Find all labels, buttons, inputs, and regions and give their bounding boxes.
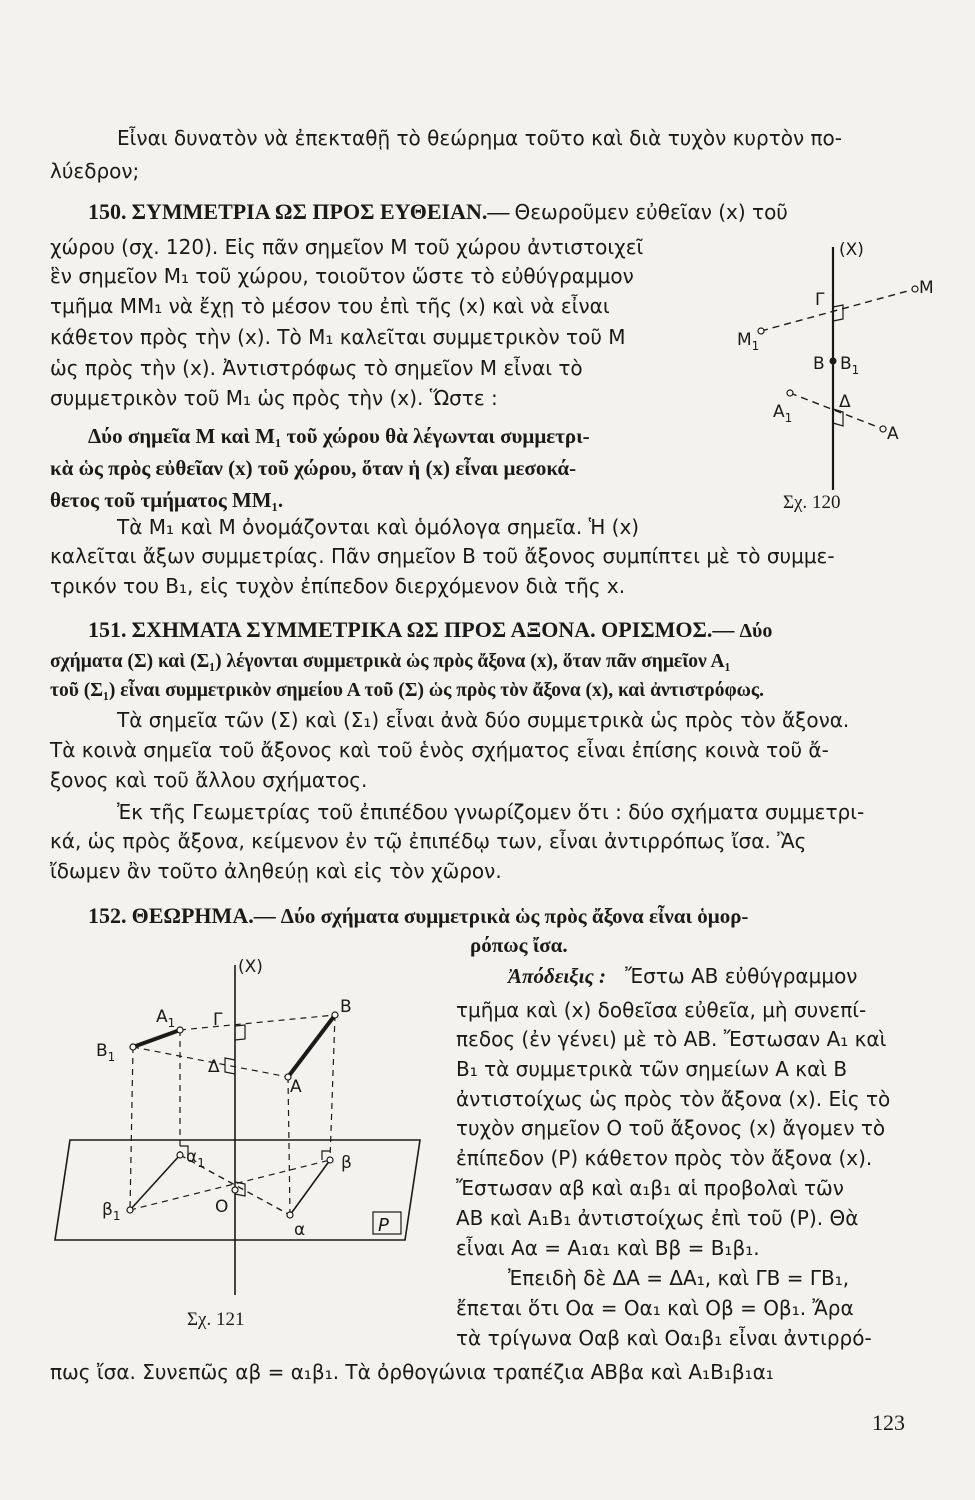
label-b: B: [340, 997, 352, 1017]
label-o: O: [215, 1197, 229, 1217]
body-line: ἓν σημεῖον Μ₁ τοῦ χώρου, τοιοῦτον ὥστε τὸ εὐθύγραμμον: [50, 264, 634, 288]
theorem-statement: ρόπως ἴσα.: [470, 933, 568, 957]
point-beta: [327, 1157, 333, 1163]
label-b: B: [813, 354, 825, 374]
section-number: 150.: [88, 199, 127, 224]
body-line: ἔπεται ὅτι Οα = Οα₁ καὶ Οβ = Οβ₁. Ἄρα: [456, 1296, 854, 1320]
label-m1: $M_1$: [737, 330, 760, 353]
section-title: ΣΧΗΜΑΤΑ ΣΥΜΜΕΤΡΙΚΑ ΩΣ ΠΡΟΣ ΑΞΟΝΑ. ΟΡΙΣΜΟΣ.—: [131, 617, 735, 642]
point-b: [332, 1012, 338, 1018]
point-m1: [758, 328, 764, 334]
figure-121-caption: Σχ. 121: [187, 1309, 245, 1330]
section-151-heading: [88, 616, 772, 645]
figure-121-drawing: [50, 950, 440, 1310]
section-152-heading: [88, 902, 748, 930]
body-line: πως ἴσα. Συνεπῶς αβ = α₁β₁. Τὰ ὀρθογώνια τραπέζια ΑΒβα καὶ Α₁Β₁β₁α₁: [50, 1360, 774, 1384]
body-line: συμμετρικὸν τοῦ Μ₁ ὡς πρὸς τὴν (x). Ὥστε :: [50, 386, 498, 410]
label-a: A: [290, 1077, 302, 1097]
point-alpha1: [177, 1152, 183, 1158]
body-line: Τὰ Μ₁ καὶ Μ ὀνομάζονται καὶ ὁμόλογα σημεῖα. Ἡ (x): [117, 515, 640, 539]
figure-120-drawing: [735, 235, 934, 520]
point-o: [232, 1187, 238, 1193]
body-line: Ἔστωσαν αβ καὶ α₁β₁ αἱ προβολαὶ τῶν: [456, 1176, 844, 1200]
page-number: 123: [872, 1410, 905, 1435]
point-a1: [787, 390, 793, 396]
theorem-statement: Δύο σχήματα συμμετρικὰ ὡς πρὸς ἄξονα εἶναι ὁμορ-: [280, 904, 749, 928]
segment-mm1: [761, 289, 915, 331]
intro-line: Εἶναι δυνατὸν νὰ ἐπεκταθῇ τὸ θεώρημα τοῦτο καὶ διὰ τυχὸν κυρτὸν πο-: [117, 126, 842, 150]
label-axis-x: (X): [238, 957, 263, 977]
section-number: 152.: [88, 903, 127, 928]
point-a1: [177, 1027, 183, 1033]
point-a: [880, 426, 886, 432]
point-m: [912, 286, 918, 292]
label-alpha1: $\alpha_1$: [186, 1147, 205, 1170]
section-150-heading: [88, 198, 788, 226]
definition-line: κὰ ὡς πρὸς εὐθεῖαν (x) τοῦ χώρου, ὅταν ἡ (x) εἶναι μεσοκά-: [50, 456, 577, 480]
section-title-tail: Θεωροῦμεν εὐθεῖαν (x) τοῦ: [514, 200, 788, 224]
section-number: 151.: [88, 617, 127, 642]
body-line: τρικόν του Β₁, εἰς τυχὸν ἐπίπεδον διερχόμενον διὰ τῆς x.: [50, 574, 626, 598]
body-line: ἴδωμεν ἂν τοῦτο ἀληθεύῃ καὶ εἰς τὸν χῶρον.: [50, 859, 502, 883]
figure-120-caption: Σχ. 120: [783, 492, 841, 513]
body-line: τμῆμα ΜΜ₁ νὰ ἔχῃ τὸ μέσον του ἐπὶ τῆς (x) καὶ νὰ εἶναι: [50, 294, 610, 318]
body-line: πεδος (ἐν γένει) μὲ τὸ ΑΒ. Ἔστωσαν Α₁ καὶ: [456, 1027, 887, 1051]
label-delta: Δ: [208, 1057, 220, 1077]
body-line: τμῆμα καὶ (x) δοθεῖσα εὐθεῖα, μὴ συνεπί-: [456, 998, 867, 1022]
right-angle-mark: [235, 1025, 245, 1040]
body-line: ΑΒ καὶ Α₁Β₁ ἀντιστοίχως ἐπὶ τοῦ (Ρ). Θὰ: [456, 1206, 859, 1230]
label-gamma: Γ: [213, 1010, 223, 1030]
point-b: [830, 358, 837, 365]
label-delta: Δ: [839, 392, 851, 412]
figure-120: [735, 235, 934, 520]
segment-ab: [288, 1015, 335, 1077]
body-line: κά, ὡς πρὸς ἄξονα, κείμενον ἐν τῷ ἐπιπέδῳ των, εἶναι ἀντιρρόπως ἴσα. Ἂς: [50, 829, 807, 853]
body-line: κάθετον πρὸς τὴν (x). Τὸ Μ₁ καλεῖται συμμετρικὸν τοῦ Μ: [50, 325, 626, 349]
figure-121: [50, 950, 440, 1340]
body-line: Ἐπειδὴ δὲ ΔΑ = ΔΑ₁, καὶ ΓΒ = ΓΒ₁,: [508, 1266, 850, 1290]
segment-a1-b1-proj: [130, 1155, 180, 1210]
segment-a1b1: [133, 1030, 180, 1047]
body-line: τυχὸν σημεῖον Ο τοῦ ἄξονος (x) ἄγομεν τὸ: [456, 1116, 886, 1140]
section-title: ΘΕΩΡΗΜΑ.—: [131, 903, 276, 928]
label-m: M: [919, 278, 934, 298]
label-plane-p: P: [378, 1215, 389, 1236]
definition-line: θετος τοῦ τμήματος ΜΜ₁.: [50, 488, 284, 512]
definition-line: τοῦ (Σ₁) εἶναι συμμετρικὸν σημείου Α τοῦ (Σ) ὡς πρὸς τὸν ἄξονα (x), καὶ ἀντιστρόφως.: [50, 680, 764, 701]
intro-line: λύεδρον;: [50, 159, 140, 183]
section-title: ΣΥΜΜΕΤΡΙΑ ΩΣ ΠΡΟΣ ΕΥΘΕΙΑΝ.—: [131, 199, 510, 224]
proof-first-line: [508, 962, 857, 990]
label-alpha: α: [294, 1220, 306, 1240]
body-line: Τὰ σημεῖα τῶν (Σ) καὶ (Σ₁) εἶναι ἀνὰ δύο συμμετρικὰ ὡς πρὸς τὸν ἄξονα.: [117, 708, 850, 732]
label-axis-x: (X): [839, 240, 864, 260]
body-line: Β₁ τὰ συμμετρικὰ τῶν σημείων Α καὶ Β: [456, 1057, 848, 1081]
definition-line: σχήματα (Σ) καὶ (Σ₁) λέγονται συμμετρικὰ ὡς πρὸς ἄξονα (x), ὅταν πᾶν σημεῖον Α₁: [50, 651, 731, 672]
right-angle-mark: [833, 305, 843, 321]
body-line: Ἔστω ΑΒ εὐθύγραμμον: [625, 964, 858, 988]
label-a1: $A_1$: [773, 402, 793, 425]
construction-lines: [130, 1015, 335, 1215]
label-beta: β: [341, 1153, 352, 1173]
body-line: Ἐκ τῆς Γεωμετρίας τοῦ ἐπιπέδου γνωρίζομεν ὅτι : δύο σχήματα συμμετρι-: [117, 800, 865, 824]
body-line: τὰ τρίγωνα Οαβ καὶ Οα₁β₁ εἶναι ἀντιρρό-: [456, 1326, 872, 1350]
body-line: ἐπίπεδον (Ρ) κάθετον πρὸς τὸν ἄξονα (x).: [456, 1146, 873, 1170]
body-line: ἀντιστοίχως ὡς πρὸς τὸν ἄξονα (x). Εἰς τὸ: [456, 1087, 891, 1111]
label-gamma: Γ: [815, 290, 825, 310]
label-beta1: $\beta_1$: [102, 1200, 121, 1223]
body-line: Τὰ κοινὰ σημεῖα τοῦ ἄξονος καὶ τοῦ ἑνὸς σχήματος εἶναι ἐπίσης κοινὰ τοῦ ἄ-: [50, 738, 829, 762]
section-title-tail: Δύο: [739, 620, 773, 642]
segment-ab-proj: [290, 1160, 330, 1215]
body-line: χώρου (σχ. 120). Εἰς πᾶν σημεῖον Μ τοῦ χώρου ἀντιστοιχεῖ: [50, 235, 644, 259]
point-b1: [130, 1044, 136, 1050]
body-line: ὡς πρὸς τὴν (x). Ἀντιστρόφως τὸ σημεῖον Μ εἶναι τὸ: [50, 356, 583, 380]
body-line: ξονος καὶ τοῦ ἄλλου σχήματος.: [50, 768, 368, 792]
proof-label: Ἀπόδειξις :: [508, 964, 607, 988]
body-line: καλεῖται ἄξων συμμετρίας. Πᾶν σημεῖον Β τοῦ ἄξονος συμπίπτει μὲ τὸ συμμε-: [50, 544, 835, 568]
label-b1: $B_1$: [840, 354, 860, 377]
label-a: A: [887, 424, 899, 444]
point-alpha: [287, 1212, 293, 1218]
label-a1: $A_1$: [156, 1007, 176, 1030]
label-b1: $B_1$: [96, 1041, 116, 1064]
definition-line: Δύο σημεῖα Μ καὶ Μ₁ τοῦ χώρου θὰ λέγωνται συμμετρι-: [88, 424, 590, 448]
point-beta1: [127, 1207, 133, 1213]
body-line: εἶναι Αα = Α₁α₁ καὶ Ββ = Β₁β₁.: [456, 1236, 760, 1260]
